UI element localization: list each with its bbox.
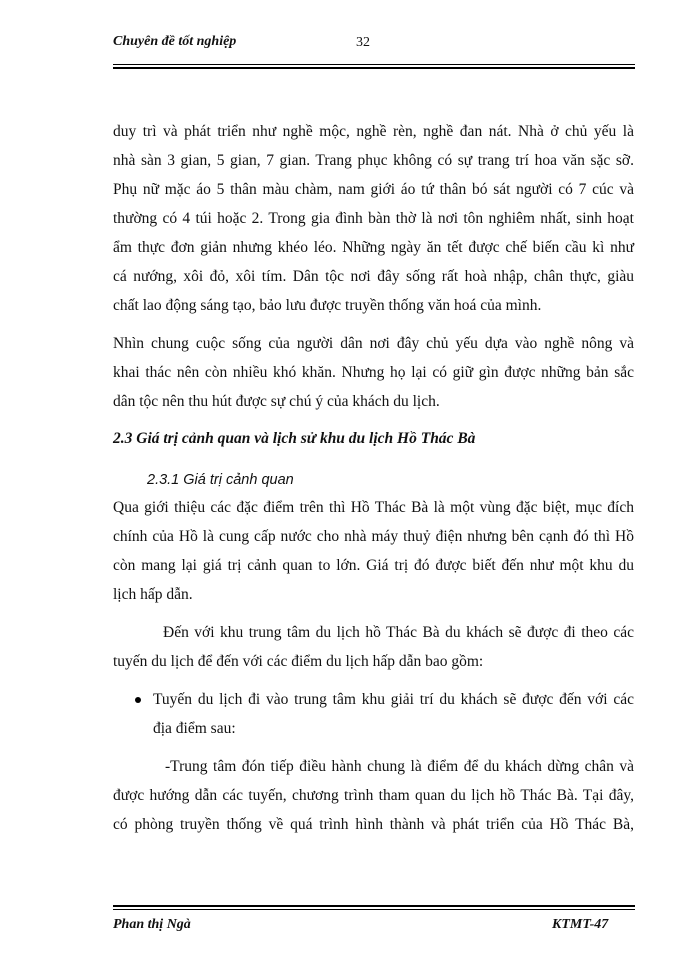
bullet-icon — [135, 697, 141, 703]
header-rule-thin — [113, 64, 635, 65]
paragraph-landscape-value — [113, 493, 634, 609]
text-line: được hướng dẫn các tuyến, chương trình tham quan du lịch hồ Thác Bà. Tại đây, — [113, 787, 634, 804]
bullet-item — [113, 685, 634, 743]
subsection-heading: 2.3.1 Giá trị cảnh quan — [147, 472, 294, 488]
paragraph-livelihood — [113, 329, 634, 416]
text-line: khai thác nên còn nhiều khó khăn. Nhưng họ lại có giữ gìn được những bản sắc — [113, 364, 634, 381]
header-title: Chuyên đề tốt nghiệp — [113, 34, 237, 49]
text-line: nhà sàn 3 gian, 5 gian, 7 gian. Trang phục không có sự trang trí hoa văn sặc sỡ. — [113, 152, 634, 169]
section-heading: 2.3 Giá trị cảnh quan và lịch sử khu du lịch Hồ Thác Bà — [113, 430, 476, 447]
text-line: có phòng truyền thống về quá trình hình thành và phát triển của Hồ Thác Bà, — [113, 816, 634, 833]
text-line: Đến với khu trung tâm du lịch hồ Thác Bà du khách sẽ được đi theo các — [163, 624, 634, 641]
text-line: Qua giới thiệu các đặc điểm trên thì Hồ Thác Bà là một vùng đặc biệt, mục đích — [113, 499, 634, 516]
text-line: lịch hấp dẫn. — [113, 586, 193, 603]
text-line: cá nướng, xôi đỏ, xôi tím. Dân tộc nơi đây sống rất hoà nhập, chân thực, giàu — [113, 268, 634, 285]
text-line: ẩm thực đơn giản nhưng khéo léo. Những ngày ăn tết được chế biến cầu kì như — [113, 239, 634, 256]
footer-class-code: KTMT-47 — [552, 917, 609, 932]
text-line: thường có 4 túi hoặc 2. Trong gia đình bàn thờ là nơi tôn nghiêm nhất, sinh hoạt — [113, 210, 634, 227]
text-line: chính của Hồ là cung cấp nước cho nhà máy thuỷ điện nhưng bên cạnh đó thì Hồ — [113, 528, 634, 545]
footer-rule-thin — [113, 909, 635, 910]
footer-author: Phan thị Ngà — [113, 917, 191, 932]
header-rule-thick — [113, 67, 635, 69]
text-line: chất lao động sáng tạo, bảo lưu được truyền thống văn hoá của mình. — [113, 297, 542, 314]
paragraph-ethnic-culture — [113, 117, 634, 320]
paragraph-reception-center — [113, 752, 634, 839]
text-line: tuyến du lịch để đến với các điểm du lịch hấp dẫn bao gồm: — [113, 653, 484, 670]
text-line: -Trung tâm đón tiếp điều hành chung là điểm để du khách dừng chân và — [165, 758, 634, 775]
text-line: duy trì và phát triển như nghề mộc, nghề rèn, nghề đan nát. Nhà ở chủ yếu là — [113, 123, 634, 140]
footer-rule-thick — [113, 905, 635, 907]
paragraph-tour-routes — [113, 618, 634, 676]
text-line: dân tộc nên thu hút được sự chú ý của khách du lịch. — [113, 393, 440, 410]
text-line: Tuyến du lịch đi vào trung tâm khu giải trí du khách sẽ được đến với các — [153, 691, 634, 708]
page-body — [113, 117, 634, 839]
text-line: Phụ nữ mặc áo 5 thân màu chàm, nam giới áo tứ thân bó sát người có 7 cúc và — [113, 181, 634, 198]
text-line: địa điểm sau: — [153, 720, 236, 737]
text-line: Nhìn chung cuộc sống của người dân nơi đây chủ yếu dựa vào nghề nông và — [113, 335, 634, 352]
page-number: 32 — [356, 35, 370, 50]
text-line: còn mang lại giá trị cảnh quan to lớn. Giá trị đó được biết đến như một khu du — [113, 557, 634, 574]
